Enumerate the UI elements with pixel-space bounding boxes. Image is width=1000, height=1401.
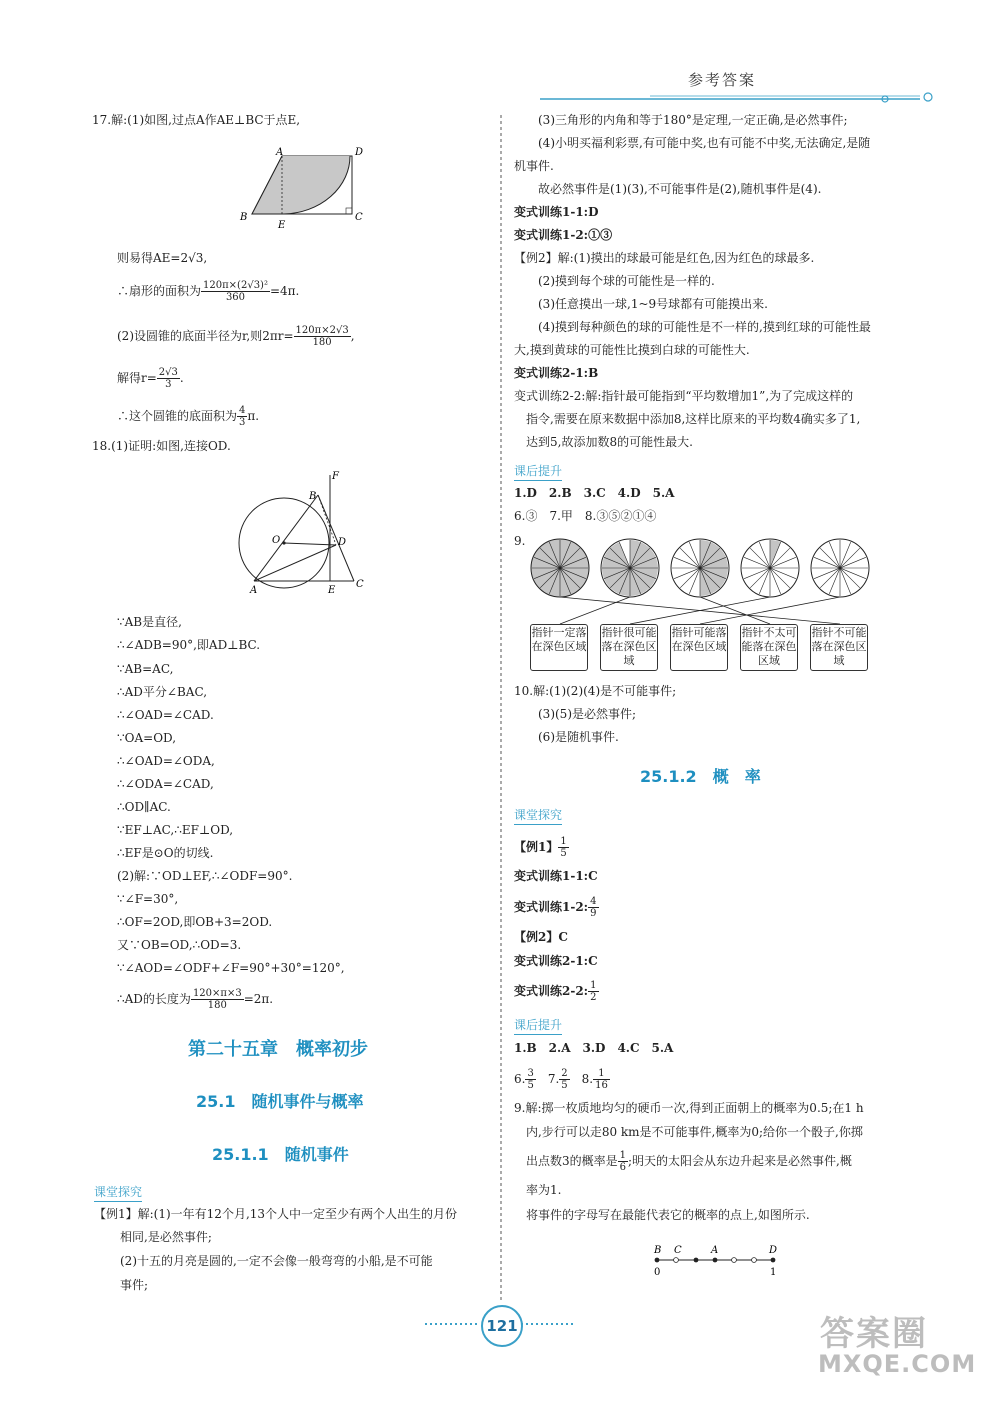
right-top-line: 故必然事件是(1)(3),不可能事件是(2),随机事件是(4). xyxy=(538,182,822,196)
figure-18 xyxy=(232,465,372,595)
p18-line: ∴∠OAD=∠ODA, xyxy=(117,754,215,768)
fig17-label-a: A xyxy=(276,147,284,158)
spinner-option-box: 指针很可能落在深色区域 xyxy=(600,624,658,671)
watermark-logo: 答案圈 xyxy=(820,1314,928,1354)
p18-line: ∵OA=OD, xyxy=(117,731,177,745)
p18-line: ∵EF⊥AC,∴EF⊥OD, xyxy=(117,823,234,837)
right-top-line: 机事件. xyxy=(514,159,554,173)
variant-1-2-b: 变式训练1-2: $\frac{4}{9}$ xyxy=(514,896,597,919)
spinner-option-box: 指针一定落在深色区域 xyxy=(530,624,588,671)
variant-1-1: 变式训练1-1:D xyxy=(514,205,599,219)
ex1-line: 事件; xyxy=(120,1278,149,1292)
figure-17 xyxy=(232,146,372,232)
p18-line: ∵∠F=30°, xyxy=(117,892,179,906)
p17-area: ∴扇形的面积为 $\frac{\text{120π×(2√3)²}}{360}$ =4π. xyxy=(117,280,300,303)
q9b-line-5: 将事件的字母写在最能代表它的概率的点上,如图所示. xyxy=(526,1208,810,1222)
fig18-label-f: F xyxy=(332,471,339,482)
spinner-2 xyxy=(601,539,659,597)
probability-number-line xyxy=(645,1240,785,1280)
p18-line: ∵AB是直径, xyxy=(117,615,182,629)
numline-label-d: D xyxy=(769,1245,778,1256)
ex1-line: 相同,是必然事件; xyxy=(120,1230,212,1244)
spinner-option-box: 指针不可能落在深色区域 xyxy=(810,624,868,671)
spinner-3 xyxy=(671,539,729,597)
watermark-site: MXQE.COM xyxy=(818,1350,977,1378)
ex2-answer: 【例2】C xyxy=(514,930,568,944)
tag-after-class-2: 课后提升 xyxy=(514,1016,562,1035)
variant-1-2: 变式训练1-2:①③ xyxy=(514,228,613,242)
section-25-1-2: 25.1.2 概 率 xyxy=(640,767,761,786)
right-top-line: (4)小明买福利彩票,有可能中奖,也有可能不中奖,无法确定,是随 xyxy=(538,136,871,150)
q9b-line-3: 出点数3的概率是 $\frac{1}{6}$ ;明天的太阳会从东边升起来是必然事件,概 xyxy=(526,1150,852,1173)
fig18-label-e: E xyxy=(328,585,336,595)
page-number: 121 xyxy=(481,1305,523,1347)
variant-2-2-line: 达到5,故添加数8的可能性最大. xyxy=(526,435,693,449)
fig18-label-o: O xyxy=(272,535,281,546)
variant-2-2-b: 变式训练2-2: $\frac{1}{2}$ xyxy=(514,980,597,1003)
numline-label-b: B xyxy=(654,1245,662,1256)
p17-ae: 则易得AE=2√3, xyxy=(117,251,208,265)
q10-line: (6)是随机事件. xyxy=(538,730,619,744)
p18-part1: 18.(1)证明:如图,连接OD. xyxy=(92,439,231,453)
fig18-label-c: C xyxy=(356,579,364,590)
q9b-line-4: 率为1. xyxy=(526,1183,562,1197)
p18-arc-length: ∴AD的长度为 $\frac{120\times\pi\times 3}{180}$ =2π. xyxy=(117,988,274,1011)
ex1-answer: 【例1】 $\frac{1}{5}$ xyxy=(514,836,567,859)
p18-line: (2)解:∵OD⊥EF,∴∠ODF=90°. xyxy=(117,869,293,883)
spinner-5 xyxy=(811,539,869,597)
fig17-label-c: C xyxy=(355,212,363,223)
numline-label-1: 1 xyxy=(770,1267,777,1278)
numline-label-a: A xyxy=(711,1245,719,1256)
section-25-1-1: 25.1.1 随机事件 xyxy=(212,1145,349,1164)
fig17-label-d: D xyxy=(355,147,364,158)
spinner-4 xyxy=(741,539,799,597)
fig18-label-d: D xyxy=(338,537,347,548)
q10-line: 10.解:(1)(2)(4)是不可能事件; xyxy=(514,684,677,698)
chapter-title: 第二十五章 概率初步 xyxy=(188,1039,368,1060)
p18-line: ∴OF=2OD,即OB+3=2OD. xyxy=(117,915,273,929)
section-25-1: 25.1 随机事件与概率 xyxy=(196,1092,364,1111)
ex1-line: (2)十五的月亮是圆的,一定不会像一般弯弯的小船,是不可能 xyxy=(120,1254,433,1268)
p18-line: ∵∠AOD=∠ODF+∠F=90°+30°=120°, xyxy=(117,961,345,975)
p18-line: ∴∠OAD=∠CAD. xyxy=(117,708,214,722)
column-divider xyxy=(499,115,503,1300)
ex2-line: (2)摸到每个球的可能性是一样的. xyxy=(538,274,715,288)
answers-6-8: 6.③ 7.甲 8.③⑤②①④ xyxy=(514,509,657,523)
q9-label: 9. xyxy=(514,534,526,548)
answers-1-5: 1.D 2.B 3.C 4.D 5.A xyxy=(514,486,675,500)
p18-line: ∴OD∥AC. xyxy=(117,800,171,814)
variant-2-2-line: 指令,需要在原来数据中添加8,这样比原来的平均数4确实多了1, xyxy=(526,412,861,426)
ex2-line: (3)任意摸出一球,1~9号球都有可能摸出来. xyxy=(538,297,768,311)
fig18-label-a: A xyxy=(250,585,258,595)
p18-line: ∴∠ADB=90°,即AD⊥BC. xyxy=(117,638,261,652)
q9b-line: 9.解:掷一枚质地均匀的硬币一次,得到正面朝上的概率为0.5;在1 h xyxy=(514,1101,864,1115)
p17-part1: 17.解:(1)如图,过点A作AE⊥BC于点E, xyxy=(92,113,301,127)
ex2-line: 大,摸到黄球的可能性比摸到白球的可能性大. xyxy=(514,343,750,357)
fig17-label-b: B xyxy=(240,212,248,223)
variant-2-2-line: 变式训练2-2:解:指针最可能指到“平均数增加1”,为了完成这样的 xyxy=(514,389,854,403)
ex2-line: (4)摸到每种颜色的球的可能性是不一样的,摸到红球的可能性最 xyxy=(538,320,871,334)
p18-line: ∴EF是⊙O的切线. xyxy=(117,846,214,860)
p18-line: ∵AB=AC, xyxy=(117,662,174,676)
p18-line: 又∵OB=OD,∴OD=3. xyxy=(117,938,242,952)
header-decoration xyxy=(540,88,940,108)
answers2-6-8: 6. $\frac{3}{5}$ 7. $\frac{2}{5}$ 8. $\frac{1}{16}$ xyxy=(514,1068,608,1091)
q9b-line: 内,步行可以走80 km是不可能事件,概率为0;给你一个骰子,你掷 xyxy=(526,1125,863,1139)
fig17-label-e: E xyxy=(278,220,286,231)
spinner-option-box: 指针不太可能落在深色区域 xyxy=(740,624,798,671)
ex2-line: 【例2】解:(1)摸出的球最可能是红色,因为红色的球最多. xyxy=(514,251,815,265)
numline-label-0: 0 xyxy=(654,1267,661,1278)
spinner-option-box: 指针可能落在深色区域 xyxy=(670,624,728,671)
p17-base: ∴这个圆锥的底面积为 $\frac{4}{3}$ π. xyxy=(117,405,260,428)
tag-classroom-inquiry-2: 课堂探究 xyxy=(514,806,562,825)
variant-2-1-b: 变式训练2-1:C xyxy=(514,954,598,968)
fig18-label-b: B xyxy=(309,491,317,502)
header-title: 参考答案 xyxy=(688,71,757,89)
ex1-line: 【例1】解:(1)一年有12个月,13个人中一定至少有两个人出生的月份 xyxy=(94,1207,458,1221)
tag-after-class: 课后提升 xyxy=(514,462,562,481)
spinner-1 xyxy=(531,539,589,597)
spinners-figure xyxy=(520,528,880,628)
variant-1-1-b: 变式训练1-1:C xyxy=(514,869,598,883)
tag-classroom-inquiry: 课堂探究 xyxy=(94,1183,142,1202)
q10-line: (3)(5)是必然事件; xyxy=(538,707,637,721)
p17-r: 解得r= $\frac{2√3}{3}$ . xyxy=(117,367,184,390)
numline-label-c: C xyxy=(674,1245,682,1256)
p17-part2: (2)设圆锥的底面半径为r,则2πr= $\frac{120\pi\times 2√3}{180}$ , xyxy=(117,325,355,348)
right-top-line: (3)三角形的内角和等于180°是定理,一定正确,是必然事件; xyxy=(538,113,848,127)
answers2-1-5: 1.B 2.A 3.D 4.C 5.A xyxy=(514,1041,674,1055)
p18-line: ∴∠ODA=∠CAD, xyxy=(117,777,214,791)
variant-2-1: 变式训练2-1:B xyxy=(514,366,599,380)
p18-line: ∴AD平分∠BAC, xyxy=(117,685,208,699)
